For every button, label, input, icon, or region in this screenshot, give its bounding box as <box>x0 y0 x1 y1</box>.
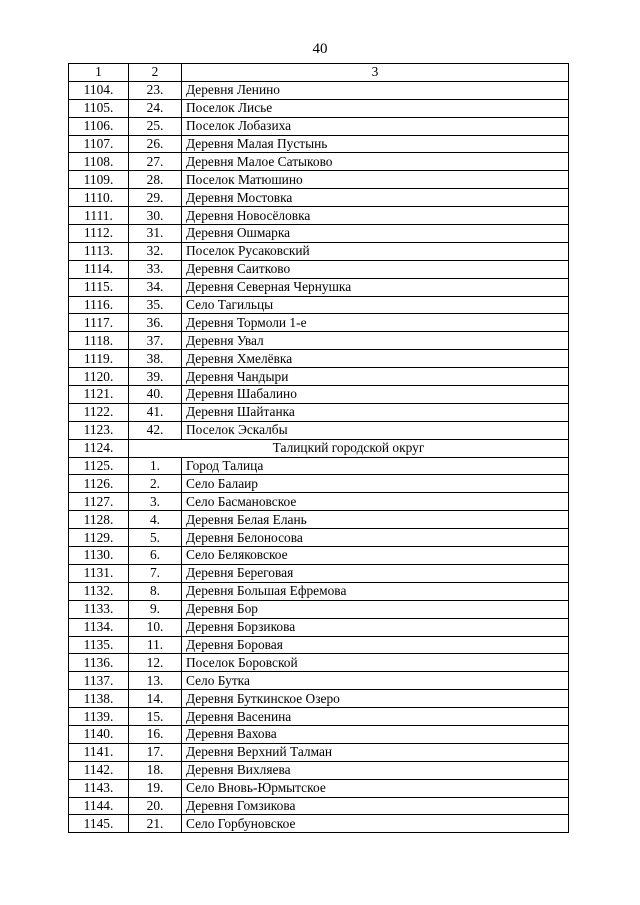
local-number-cell: 26. <box>129 135 182 153</box>
local-number-cell: 36. <box>129 314 182 332</box>
settlement-name-cell: Деревня Ошмарка <box>182 225 569 243</box>
table-row <box>69 547 569 565</box>
table-row <box>69 779 569 797</box>
local-number-cell: 5. <box>129 529 182 547</box>
local-number-cell: 33. <box>129 260 182 278</box>
local-number-cell: 25. <box>129 117 182 135</box>
column-header-3: 3 <box>182 64 569 82</box>
settlement-name-cell: Село Беляковское <box>182 547 569 565</box>
row-number-cell: 1104. <box>69 81 129 99</box>
settlement-name-cell: Деревня Хмелёвка <box>182 350 569 368</box>
row-number-cell: 1136. <box>69 654 129 672</box>
table-row <box>69 618 569 636</box>
row-number-cell: 1132. <box>69 582 129 600</box>
table-row <box>69 242 569 260</box>
table-row <box>69 743 569 761</box>
table-row <box>69 797 569 815</box>
settlement-name-cell: Деревня Малое Сатыково <box>182 153 569 171</box>
table-row <box>69 564 569 582</box>
local-number-cell: 16. <box>129 725 182 743</box>
table-row <box>69 81 569 99</box>
row-number-cell: 1109. <box>69 171 129 189</box>
local-number-cell: 24. <box>129 99 182 117</box>
table-row <box>69 815 569 833</box>
local-number-cell: 10. <box>129 618 182 636</box>
table-row <box>69 690 569 708</box>
local-number-cell: 18. <box>129 761 182 779</box>
row-number-cell: 1126. <box>69 475 129 493</box>
local-number-cell: 11. <box>129 636 182 654</box>
local-number-cell: 14. <box>129 690 182 708</box>
row-number-cell: 1105. <box>69 99 129 117</box>
local-number-cell: 39. <box>129 368 182 386</box>
row-number-cell: 1122. <box>69 403 129 421</box>
column-header-1: 1 <box>69 64 129 82</box>
table-row <box>69 225 569 243</box>
row-number-cell: 1119. <box>69 350 129 368</box>
local-number-cell: 12. <box>129 654 182 672</box>
table-row <box>69 493 569 511</box>
settlement-name-cell: Село Горбуновское <box>182 815 569 833</box>
table-row <box>69 457 569 475</box>
local-number-cell: 19. <box>129 779 182 797</box>
settlement-name-cell: Деревня Васенина <box>182 708 569 726</box>
local-number-cell: 7. <box>129 564 182 582</box>
table-row <box>69 672 569 690</box>
local-number-cell: 42. <box>129 421 182 439</box>
table-row <box>69 636 569 654</box>
row-number-cell: 1112. <box>69 225 129 243</box>
local-number-cell: 28. <box>129 171 182 189</box>
row-number-cell: 1106. <box>69 117 129 135</box>
settlement-name-cell: Деревня Шабалино <box>182 386 569 404</box>
row-number-cell: 1140. <box>69 725 129 743</box>
row-number-cell: 1124. <box>69 439 129 457</box>
row-number-cell: 1142. <box>69 761 129 779</box>
table-row <box>69 350 569 368</box>
settlement-name-cell: Село Вновь-Юрмытское <box>182 779 569 797</box>
settlement-name-cell: Деревня Малая Пустынь <box>182 135 569 153</box>
column-header-2: 2 <box>129 64 182 82</box>
table-body <box>69 81 569 832</box>
row-number-cell: 1134. <box>69 618 129 636</box>
local-number-cell: 34. <box>129 278 182 296</box>
table-row <box>69 600 569 618</box>
local-number-cell: 13. <box>129 672 182 690</box>
table-row <box>69 171 569 189</box>
table-row <box>69 189 569 207</box>
settlement-name-cell: Деревня Боровая <box>182 636 569 654</box>
settlement-name-cell: Поселок Эскалбы <box>182 421 569 439</box>
local-number-cell: 4. <box>129 511 182 529</box>
local-number-cell: 15. <box>129 708 182 726</box>
table-row <box>69 386 569 404</box>
settlement-name-cell: Деревня Северная Чернушка <box>182 278 569 296</box>
row-number-cell: 1138. <box>69 690 129 708</box>
local-number-cell: 9. <box>129 600 182 618</box>
settlement-name-cell: Город Талица <box>182 457 569 475</box>
local-number-cell: 35. <box>129 296 182 314</box>
settlement-name-cell: Деревня Большая Ефремова <box>182 582 569 600</box>
table-row <box>69 260 569 278</box>
row-number-cell: 1108. <box>69 153 129 171</box>
row-number-cell: 1137. <box>69 672 129 690</box>
table-row <box>69 314 569 332</box>
row-number-cell: 1116. <box>69 296 129 314</box>
table-row <box>69 207 569 225</box>
settlement-name-cell: Село Басмановское <box>182 493 569 511</box>
row-number-cell: 1111. <box>69 207 129 225</box>
local-number-cell: 21. <box>129 815 182 833</box>
table-row <box>69 135 569 153</box>
row-number-cell: 1144. <box>69 797 129 815</box>
settlements-table <box>68 63 569 833</box>
settlement-name-cell: Деревня Белая Елань <box>182 511 569 529</box>
local-number-cell: 27. <box>129 153 182 171</box>
section-title-cell: Талицкий городской округ <box>129 439 569 457</box>
row-number-cell: 1123. <box>69 421 129 439</box>
table-row <box>69 582 569 600</box>
settlement-name-cell: Деревня Мостовка <box>182 189 569 207</box>
row-number-cell: 1110. <box>69 189 129 207</box>
local-number-cell: 30. <box>129 207 182 225</box>
settlement-name-cell: Деревня Тормоли 1-е <box>182 314 569 332</box>
row-number-cell: 1114. <box>69 260 129 278</box>
settlement-name-cell: Деревня Вихляева <box>182 761 569 779</box>
table-row <box>69 725 569 743</box>
settlement-name-cell: Поселок Матюшино <box>182 171 569 189</box>
row-number-cell: 1141. <box>69 743 129 761</box>
settlement-name-cell: Поселок Лобазиха <box>182 117 569 135</box>
settlement-name-cell: Деревня Буткинское Озеро <box>182 690 569 708</box>
settlement-name-cell: Деревня Увал <box>182 332 569 350</box>
local-number-cell: 20. <box>129 797 182 815</box>
settlement-name-cell: Деревня Верхний Талман <box>182 743 569 761</box>
page-number: 40 <box>312 41 328 57</box>
row-number-cell: 1129. <box>69 529 129 547</box>
row-number-cell: 1118. <box>69 332 129 350</box>
local-number-cell: 41. <box>129 403 182 421</box>
table-row <box>69 99 569 117</box>
settlement-name-cell: Деревня Белоносова <box>182 529 569 547</box>
settlement-name-cell: Поселок Лисье <box>182 99 569 117</box>
settlement-name-cell: Деревня Саитково <box>182 260 569 278</box>
settlement-name-cell: Деревня Береговая <box>182 564 569 582</box>
local-number-cell: 1. <box>129 457 182 475</box>
local-number-cell: 17. <box>129 743 182 761</box>
local-number-cell: 23. <box>129 81 182 99</box>
local-number-cell: 38. <box>129 350 182 368</box>
settlement-name-cell: Поселок Боровской <box>182 654 569 672</box>
table-row <box>69 761 569 779</box>
table-row <box>69 117 569 135</box>
settlement-name-cell: Деревня Бор <box>182 600 569 618</box>
section-row <box>69 439 569 457</box>
row-number-cell: 1143. <box>69 779 129 797</box>
table-row <box>69 708 569 726</box>
row-number-cell: 1120. <box>69 368 129 386</box>
local-number-cell: 40. <box>129 386 182 404</box>
row-number-cell: 1130. <box>69 547 129 565</box>
settlement-name-cell: Деревня Чандыри <box>182 368 569 386</box>
local-number-cell: 32. <box>129 242 182 260</box>
row-number-cell: 1145. <box>69 815 129 833</box>
table-row <box>69 529 569 547</box>
row-number-cell: 1125. <box>69 457 129 475</box>
row-number-cell: 1135. <box>69 636 129 654</box>
table-row <box>69 654 569 672</box>
table-row <box>69 296 569 314</box>
local-number-cell: 37. <box>129 332 182 350</box>
row-number-cell: 1115. <box>69 278 129 296</box>
settlement-name-cell: Село Балаир <box>182 475 569 493</box>
settlement-name-cell: Деревня Новосёловка <box>182 207 569 225</box>
table-row <box>69 332 569 350</box>
settlement-name-cell: Поселок Русаковский <box>182 242 569 260</box>
local-number-cell: 6. <box>129 547 182 565</box>
table-row <box>69 278 569 296</box>
local-number-cell: 3. <box>129 493 182 511</box>
local-number-cell: 8. <box>129 582 182 600</box>
table-row <box>69 403 569 421</box>
local-number-cell: 31. <box>129 225 182 243</box>
settlement-name-cell: Деревня Борзикова <box>182 618 569 636</box>
local-number-cell: 29. <box>129 189 182 207</box>
row-number-cell: 1133. <box>69 600 129 618</box>
local-number-cell: 2. <box>129 475 182 493</box>
table-row <box>69 368 569 386</box>
row-number-cell: 1121. <box>69 386 129 404</box>
settlement-name-cell: Село Бутка <box>182 672 569 690</box>
row-number-cell: 1131. <box>69 564 129 582</box>
settlement-name-cell: Деревня Ленино <box>182 81 569 99</box>
table-row <box>69 511 569 529</box>
settlement-name-cell: Деревня Вахова <box>182 725 569 743</box>
settlement-name-cell: Деревня Шайтанка <box>182 403 569 421</box>
row-number-cell: 1107. <box>69 135 129 153</box>
table-row <box>69 421 569 439</box>
row-number-cell: 1117. <box>69 314 129 332</box>
settlement-name-cell: Деревня Гомзикова <box>182 797 569 815</box>
table-row <box>69 475 569 493</box>
row-number-cell: 1127. <box>69 493 129 511</box>
settlement-name-cell: Село Тагильцы <box>182 296 569 314</box>
row-number-cell: 1128. <box>69 511 129 529</box>
row-number-cell: 1113. <box>69 242 129 260</box>
table-header-row <box>69 64 569 82</box>
row-number-cell: 1139. <box>69 708 129 726</box>
table-row <box>69 153 569 171</box>
